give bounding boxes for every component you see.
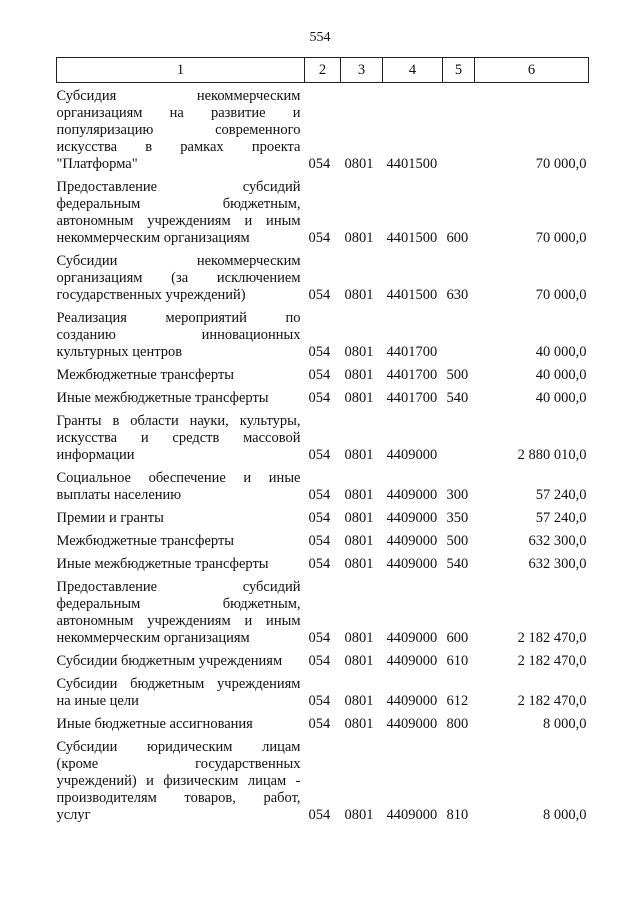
description-line: Предоставление субсидий [56, 579, 301, 595]
target-article-code: 4409000 [386, 630, 438, 646]
row-description [57, 734, 305, 825]
description-line: федеральным бюджетным, [56, 596, 301, 612]
table-body [57, 83, 589, 826]
description-line: (кроме государственных [56, 756, 301, 772]
amount-value: 57 240,0 [535, 510, 587, 526]
description-last-line: культурных центров [56, 344, 183, 360]
section-code: 0801 [344, 556, 374, 572]
description-line: производителям товаров, работ, [56, 790, 301, 806]
description-last-line: некоммерческим организациям [56, 230, 250, 246]
header-col-4: 4 [383, 58, 443, 83]
target-article-code: 4401500 [386, 156, 438, 172]
amount-value: 70 000,0 [535, 287, 587, 303]
amount-value: 8 000,0 [543, 716, 587, 732]
description-line: организациям на развитие и [56, 105, 301, 121]
description-last-line: Межбюджетные трансферты [56, 533, 235, 549]
target-article-code: 4409000 [386, 487, 438, 503]
description-line: учреждений) и физическим лицам - [56, 773, 301, 789]
description-line: Субсидии некоммерческим [56, 253, 301, 269]
description-last-line: Иные межбюджетные трансферты [56, 390, 269, 406]
ministry-code: 054 [308, 533, 331, 549]
description-last-line: Иные межбюджетные трансферты [56, 556, 269, 572]
row-description [57, 505, 305, 528]
target-article-code: 4401700 [386, 367, 438, 383]
row-description [57, 83, 305, 175]
row-description [57, 711, 305, 734]
amount-value: 2 880 010,0 [517, 447, 587, 463]
description-last-line: некоммерческим организациям [56, 630, 250, 646]
description-last-line: "Платформа" [56, 156, 138, 172]
amount-value: 632 300,0 [528, 533, 587, 549]
target-article-code: 4401500 [386, 230, 438, 246]
table-row [57, 362, 589, 385]
ministry-code: 054 [308, 807, 331, 823]
description-line: созданию инновационных [56, 327, 301, 343]
target-article-code: 4409000 [386, 510, 438, 526]
row-description [57, 408, 305, 465]
expense-type-code: 540 [446, 556, 469, 572]
table-row [57, 408, 589, 465]
expense-type-code [443, 305, 475, 362]
table-row [57, 174, 589, 248]
section-code: 0801 [344, 487, 374, 503]
description-line: Социальное обеспечение и иные [56, 470, 301, 486]
section-code: 0801 [344, 344, 374, 360]
ministry-code: 054 [308, 487, 331, 503]
ministry-code: 054 [308, 716, 331, 732]
table-row [57, 465, 589, 505]
target-article-code: 4409000 [386, 556, 438, 572]
description-line: организациям (за исключением [56, 270, 301, 286]
target-article-code: 4401700 [386, 344, 438, 360]
table-row [57, 83, 589, 175]
expense-type-code: 610 [446, 653, 469, 669]
description-line: автономным учреждениям и иным [56, 613, 301, 629]
row-description [57, 551, 305, 574]
row-description [57, 305, 305, 362]
section-code: 0801 [344, 447, 374, 463]
table-row [57, 648, 589, 671]
section-code: 0801 [344, 230, 374, 246]
description-line: федеральным бюджетным, [56, 196, 301, 212]
target-article-code: 4401500 [386, 287, 438, 303]
description-last-line: Премии и гранты [56, 510, 164, 526]
amount-value: 632 300,0 [528, 556, 587, 572]
section-code: 0801 [344, 693, 374, 709]
table-row [57, 305, 589, 362]
table-row [57, 711, 589, 734]
description-last-line: на иные цели [56, 693, 139, 709]
description-line: искусства и средств массовой [56, 430, 301, 446]
amount-value: 40 000,0 [535, 390, 587, 406]
row-description [57, 385, 305, 408]
section-code: 0801 [344, 510, 374, 526]
target-article-code: 4409000 [386, 716, 438, 732]
row-description [57, 528, 305, 551]
description-line: искусства в рамках проекта [56, 139, 301, 155]
table-row [57, 505, 589, 528]
table-row [57, 528, 589, 551]
ministry-code: 054 [308, 653, 331, 669]
table-row [57, 574, 589, 648]
amount-value: 40 000,0 [535, 344, 587, 360]
description-last-line: выплаты населению [56, 487, 182, 503]
expense-type-code: 300 [446, 487, 469, 503]
description-line: Реализация мероприятий по [56, 310, 301, 326]
section-code: 0801 [344, 630, 374, 646]
ministry-code: 054 [308, 693, 331, 709]
amount-value: 8 000,0 [543, 807, 587, 823]
expense-type-code: 500 [446, 533, 469, 549]
row-description [57, 648, 305, 671]
row-description [57, 465, 305, 505]
section-code: 0801 [344, 367, 374, 383]
section-code: 0801 [344, 287, 374, 303]
target-article-code: 4409000 [386, 807, 438, 823]
row-description [57, 174, 305, 248]
section-code: 0801 [344, 716, 374, 732]
ministry-code: 054 [308, 287, 331, 303]
description-last-line: государственных учреждений) [56, 287, 246, 303]
table-row [57, 248, 589, 305]
amount-value: 40 000,0 [535, 367, 587, 383]
description-line: Субсидии бюджетным учреждениям [56, 676, 301, 692]
header-col-5: 5 [443, 58, 475, 83]
expense-type-code: 500 [446, 367, 469, 383]
description-line: Субсидия некоммерческим [56, 88, 301, 104]
expense-type-code [443, 408, 475, 465]
ministry-code: 054 [308, 510, 331, 526]
row-description [57, 671, 305, 711]
row-description [57, 362, 305, 385]
row-description [57, 574, 305, 648]
section-code: 0801 [344, 156, 374, 172]
ministry-code: 054 [308, 447, 331, 463]
description-last-line: услуг [56, 807, 91, 823]
amount-value: 57 240,0 [535, 487, 587, 503]
section-code: 0801 [344, 807, 374, 823]
ministry-code: 054 [308, 556, 331, 572]
expense-type-code: 540 [446, 390, 469, 406]
ministry-code: 054 [308, 230, 331, 246]
description-line: Гранты в области науки, культуры, [56, 413, 301, 429]
expense-type-code: 800 [446, 716, 469, 732]
header-col-1: 1 [57, 58, 305, 83]
description-last-line: Субсидии бюджетным учреждениям [56, 653, 283, 669]
ministry-code: 054 [308, 630, 331, 646]
amount-value: 2 182 470,0 [517, 653, 587, 669]
budget-table [56, 57, 589, 825]
header-col-2: 2 [305, 58, 341, 83]
description-line: популяризацию современного [56, 122, 301, 138]
ministry-code: 054 [308, 344, 331, 360]
ministry-code: 054 [308, 367, 331, 383]
target-article-code: 4409000 [386, 693, 438, 709]
target-article-code: 4401700 [386, 390, 438, 406]
row-description [57, 248, 305, 305]
section-code: 0801 [344, 533, 374, 549]
header-col-6: 6 [475, 58, 589, 83]
expense-type-code: 630 [446, 287, 469, 303]
table-header-row [57, 58, 589, 83]
header-col-3: 3 [341, 58, 383, 83]
expense-type-code: 600 [446, 630, 469, 646]
amount-value: 70 000,0 [535, 230, 587, 246]
expense-type-code: 600 [446, 230, 469, 246]
section-code: 0801 [344, 390, 374, 406]
description-last-line: Иные бюджетные ассигнования [56, 716, 253, 732]
expense-type-code [443, 83, 475, 175]
target-article-code: 4409000 [386, 447, 438, 463]
description-line: Предоставление субсидий [56, 179, 301, 195]
table-row [57, 385, 589, 408]
ministry-code: 054 [308, 390, 331, 406]
expense-type-code: 612 [446, 693, 469, 709]
amount-value: 2 182 470,0 [517, 693, 587, 709]
section-code: 0801 [344, 653, 374, 669]
target-article-code: 4409000 [386, 533, 438, 549]
amount-value: 70 000,0 [535, 156, 587, 172]
expense-type-code: 350 [446, 510, 469, 526]
description-line: автономным учреждениям и иным [56, 213, 301, 229]
description-last-line: информации [56, 447, 135, 463]
table-row [57, 551, 589, 574]
page-number: 554 [309, 30, 331, 45]
target-article-code: 4409000 [386, 653, 438, 669]
table-row [57, 671, 589, 711]
description-last-line: Межбюджетные трансферты [56, 367, 235, 383]
description-line: Субсидии юридическим лицам [56, 739, 301, 755]
expense-type-code: 810 [446, 807, 469, 823]
table-row [57, 734, 589, 825]
ministry-code: 054 [308, 156, 331, 172]
amount-value: 2 182 470,0 [517, 630, 587, 646]
